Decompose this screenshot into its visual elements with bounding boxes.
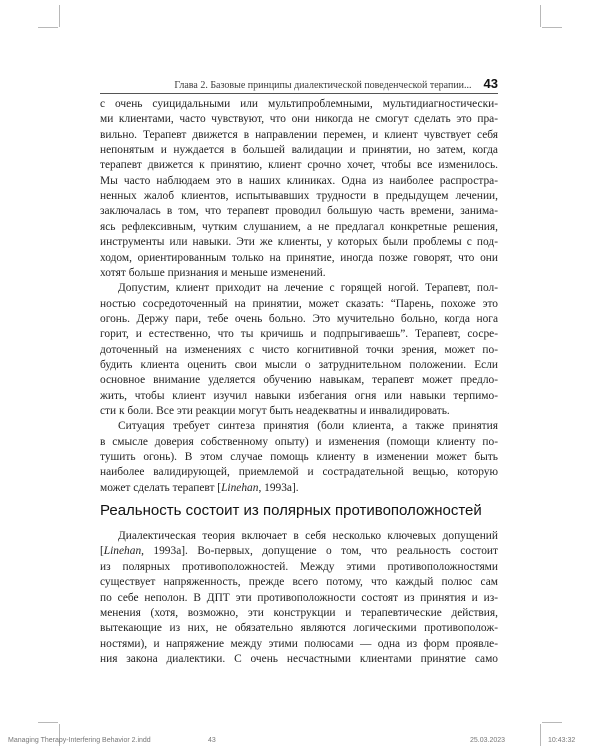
crop-mark [542,722,562,723]
text-line: Допустим, клиент приходит на лечение с горящей ногой. Терапевт, пол- [118,282,498,295]
slug-time: 10:43:32 [548,737,576,744]
crop-mark [540,5,541,27]
citation-author: Linehan [103,545,142,558]
text-line [100,481,498,496]
text-line: заключалась в том, что терапевт проводил большую часть времени, занима- [100,205,498,218]
slug-file-name: Managing Therapy-Interfering Behavior 2.indd [8,737,151,744]
text-line: инструменты или навыки. Эти же клиенты, у которых были проблемы с под- [100,236,498,249]
header-rule [100,93,498,94]
text-line: ми клиентами, часто чувствуют, что они никогда не смогут сделать это пра- [100,113,498,126]
text-line: жить, чтобы клиент изучил навыки избегания огня или навыки терпимо- [100,389,498,402]
citation-author: Linehan [221,481,259,494]
text-line: с очень суицидальными или мультипроблемными, мультидиагностически- [100,98,498,110]
text-run: может сделать терапевт [ [100,481,222,494]
text-line: Диалектическая теория включает в себя несколько ключевых допущений [118,530,498,543]
text-line: наиболее валидирующей, приемлемой и сострадательной вещью, которую [100,466,498,479]
page-number: 43 [483,76,498,91]
slug-page: 43 [208,737,216,744]
text-line: будить клиента оценить свои мысли о затруднительном положении. Если [100,358,498,371]
text-line: по себе неполон. В ДПТ эти противоположности состоят из принятия и из- [100,591,498,604]
text-line: в смысле доверия собственному опыту) и изменения (помощи клиенту по- [100,435,498,448]
section-heading: Реальность состоит из полярных противоположностей [100,502,482,520]
text-line: Мы часто наблюдаем это в наших клиниках. Одна из наиболее распростра- [100,174,498,187]
text-line: из полярных противоположностей. Между этими противоположностями [100,560,498,573]
text-line: ностями), и напряжение между этими полюсами — одна из форм проявле- [100,637,498,650]
text-line: ясь рефлексивным, чутким слушанием, а не предлагал конкретные решения, [100,220,498,233]
text-line: ненных жалоб клиентов, испытывавших трудности в предыдущем лечении, [100,190,498,203]
text-run: , 1993a]. Во-первых, допущение о том, что реальность состоит [141,545,498,558]
crop-mark [540,724,541,746]
crop-mark [38,722,58,723]
text-line: непонятым и нуждается в большей валидации и принятии, но затем, когда [100,144,498,157]
text-run: , 1993a]. [258,481,299,494]
text-line: основное внимание уделяется обучению навыкам, терапевт может предло- [100,374,498,387]
text-line: терапевт движется к принятию, клиент срочно хочет, чтобы все изменилось. [100,159,498,172]
text-line: вытекающие из них, не обязательно являются логическими противополож- [100,622,498,635]
text-line: огонь. Держу пари, тебе очень больно. Это мучительно больно, когда нога [100,312,498,325]
text-line: ния закона диалектики. С очень несчастными клиентами принятие само [100,652,498,665]
text-line: менения (хотя, возможно, эти конструкции и терапевтические действия, [100,606,498,619]
text-line: хотят больше признания и меньше изменений. [100,266,326,279]
text-line: сти к боли. Все эти реакции могут быть неадекватны и инвалидировать. [100,405,450,417]
slug-date: 25.03.2023 [470,737,506,744]
text-line: Ситуация требует синтеза принятия (боли клиента, а также принятия [118,420,498,433]
crop-mark [59,5,60,27]
text-line: вильно. Терапевт движется в направлении перемен, и клиент чувствует себя [100,128,498,141]
running-head [100,76,498,92]
text-line: существует напряженность, прежде всего потому, что каждый полюс сам [100,576,498,589]
text-line: горит, и естественно, что ты кричишь и подпрыгиваешь”. Терапевт, сосре- [100,328,498,341]
text-line: ностью сосредоточенный на принятии, может сказать: “Парень, похоже это [100,297,498,310]
text-run: [ [100,545,104,558]
text-line: доточенный на изменениях с чисто когнитивной точки зрения, может по- [100,343,498,356]
text-line: ходом, ориентированным только на принятие, иногда позже говорят, что они [100,251,498,264]
crop-mark [542,27,562,28]
text-line: тушить огонь). В этом случае помощь клиенту в изменении может быть [100,451,498,464]
running-title: Глава 2. Базовые принципы диалектической поведенческой терапии... [174,80,472,91]
crop-mark [38,27,58,28]
text-line [100,544,498,559]
